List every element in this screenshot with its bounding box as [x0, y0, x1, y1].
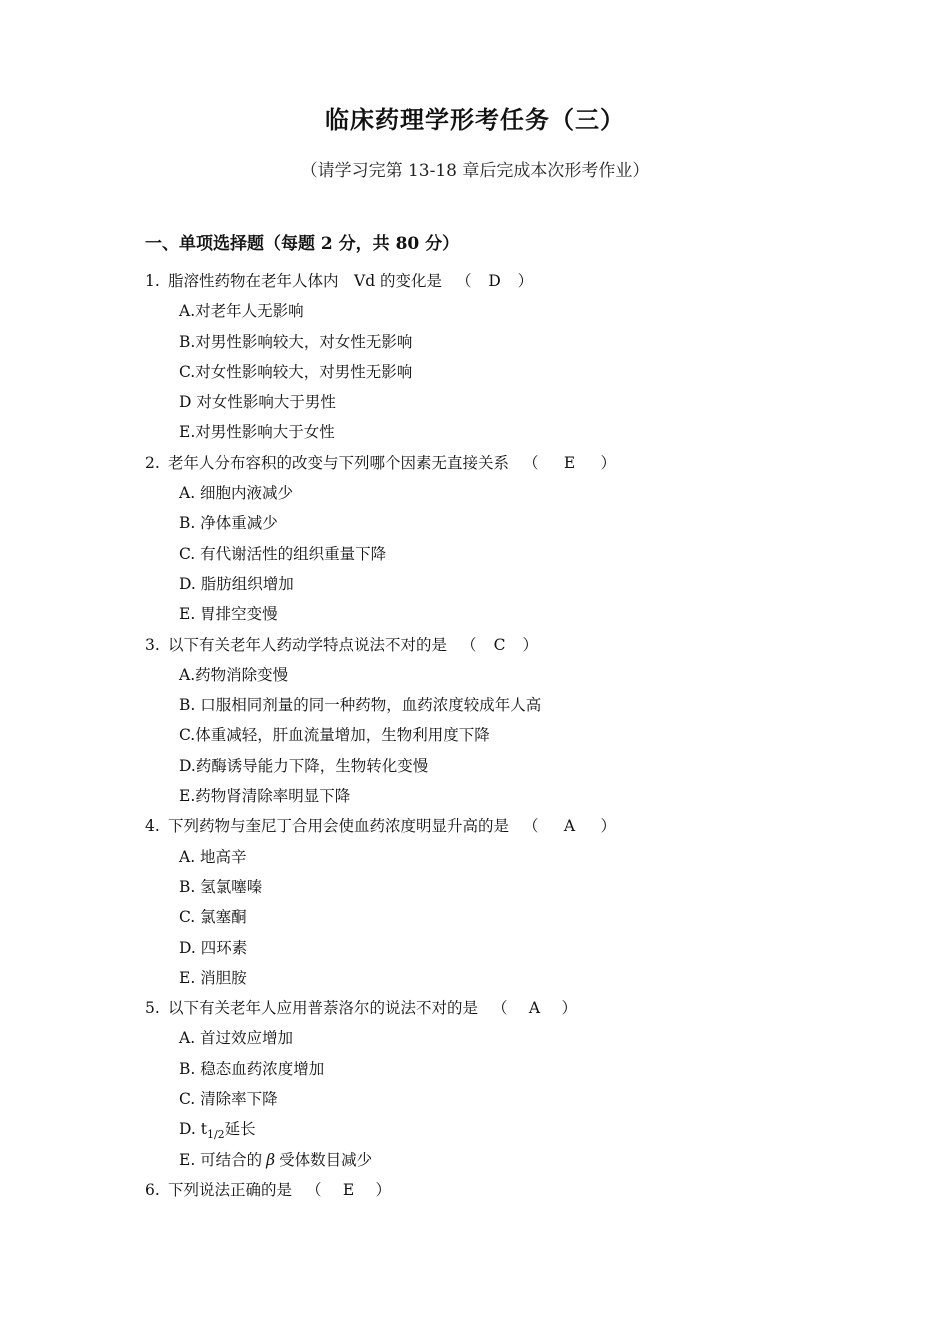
question-number: 5.	[145, 999, 160, 1018]
bracket-close: ）	[600, 817, 617, 836]
question-text: 以下有关老年人应用普萘洛尔的说法不对的是	[168, 999, 479, 1018]
bracket-close: ）	[561, 999, 578, 1018]
answer-letter: D	[488, 272, 501, 290]
question-number: 2.	[145, 453, 160, 472]
option: C. 氯塞酮	[179, 908, 247, 927]
question-3	[145, 630, 845, 660]
page-title: 临床药理学形考任务（三）	[325, 105, 625, 134]
option: D. 脂肪组织增加	[179, 574, 294, 593]
half-life-subscript: 1/2	[206, 1128, 225, 1142]
question-text: 以下有关老年人药动学特点说法不对的是	[168, 635, 448, 654]
bracket-open: （	[461, 635, 477, 654]
question-4	[145, 811, 845, 841]
bracket-open: （	[456, 272, 472, 290]
option-prefix: E. 可结合的	[179, 1150, 263, 1169]
option: B. 氢氯噻嗪	[179, 877, 263, 896]
option: C.体重减轻，肝血流量增加，生物利用度下降	[179, 726, 490, 745]
question-5	[145, 993, 845, 1023]
answer-letter: E	[342, 1180, 355, 1199]
option: E.药物肾清除率明显下降	[179, 787, 351, 806]
answer-bracket	[523, 448, 616, 478]
option: B. 净体重减少	[179, 514, 278, 533]
option-suffix: 延长	[224, 1120, 256, 1139]
bracket-close: ）	[522, 635, 539, 654]
answer-letter: A	[563, 817, 576, 836]
question-number: 6.	[145, 1180, 160, 1199]
option: C. 清除率下降	[179, 1090, 278, 1109]
option: D 对女性影响大于男性	[179, 393, 336, 412]
option-suffix: 受体数目减少	[279, 1150, 373, 1169]
option-prefix: D. t	[179, 1120, 207, 1139]
answer-letter: A	[528, 999, 541, 1018]
option: E. 胃排空变慢	[179, 605, 278, 624]
option: B. 口服相同剂量的同一种药物，血药浓度较成年人高	[179, 696, 542, 715]
question-text: 下列药物与奎尼丁合用会使血药浓度明显升高的是	[168, 817, 510, 836]
bracket-open: （	[523, 817, 539, 836]
option: A. 首过效应增加	[179, 1029, 294, 1048]
question-number: 4.	[145, 817, 160, 836]
option: C.对女性影响较大，对男性无影响	[179, 362, 413, 381]
question-number: 3.	[145, 635, 160, 654]
answer-bracket	[461, 630, 538, 660]
beta-symbol: β	[266, 1150, 276, 1169]
question-text: 下列说法正确的是	[168, 1180, 293, 1199]
option: E.对男性影响大于女性	[179, 423, 335, 442]
question-1	[145, 266, 845, 296]
section-heading: 一、单项选择题（每题 2 分，共 80 分）	[145, 234, 460, 254]
option: B. 稳态血药浓度增加	[179, 1059, 325, 1078]
bracket-close: ）	[600, 453, 617, 472]
answer-bracket	[523, 811, 616, 841]
question-text: 脂溶性药物在老年人体内 Vd 的变化是	[168, 272, 443, 290]
bracket-open: （	[492, 999, 508, 1018]
option: A. 地高辛	[179, 847, 247, 866]
answer-bracket	[306, 1175, 391, 1205]
page-subtitle: （请学习完第 13-18 章后完成本次形考作业）	[300, 161, 650, 181]
option: E. 消胆胺	[179, 968, 247, 987]
bracket-close: ）	[517, 272, 534, 290]
answer-letter: C	[493, 635, 506, 654]
option: D.药酶诱导能力下降，生物转化变慢	[179, 756, 429, 775]
bracket-open: （	[523, 453, 539, 472]
answer-letter: E	[563, 453, 576, 472]
bracket-open: （	[306, 1180, 322, 1199]
option: C. 有代谢活性的组织重量下降	[179, 544, 387, 563]
answer-bracket	[492, 993, 577, 1023]
bracket-close: ）	[375, 1180, 392, 1199]
question-2	[145, 448, 845, 478]
answer-bracket	[456, 266, 533, 296]
question-list	[145, 266, 845, 1205]
option: A. 细胞内液减少	[179, 484, 294, 503]
option-beta-receptor	[145, 1145, 845, 1175]
option: D. 四环素	[179, 938, 248, 957]
question-text: 老年人分布容积的改变与下列哪个因素无直接关系	[168, 453, 510, 472]
option: B.对男性影响较大，对女性无影响	[179, 332, 413, 351]
option-half-life	[145, 1114, 845, 1144]
option: A.药物消除变慢	[179, 665, 289, 684]
question-number: 1.	[145, 272, 160, 290]
option: A.对老年人无影响	[179, 302, 304, 321]
question-6	[145, 1175, 845, 1205]
